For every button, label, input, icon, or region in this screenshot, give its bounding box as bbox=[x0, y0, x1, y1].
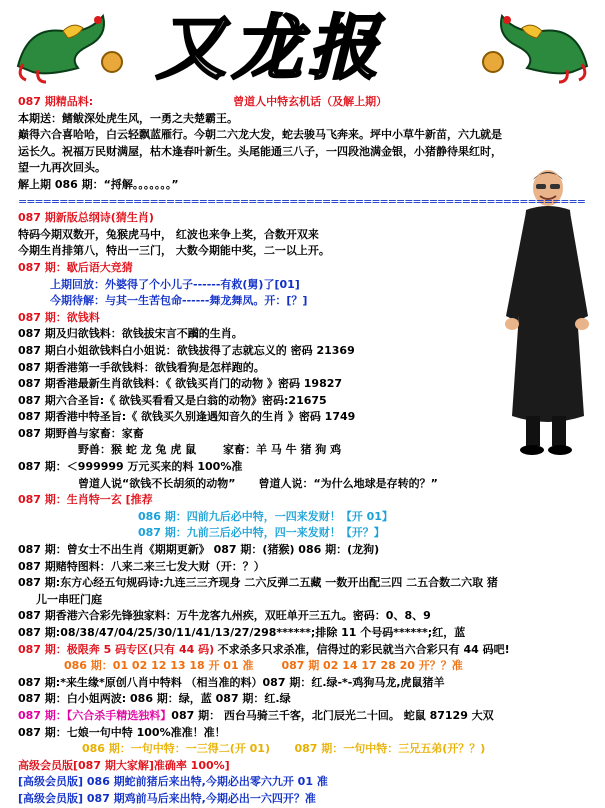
text-segment: 086 期：一句中特：一三得二(开 01) bbox=[82, 742, 270, 756]
text-line: 儿一串旺门庭 bbox=[36, 592, 102, 606]
text-line: 087 期:东方心经五句规码诗:九连三三齐现身 二六反弹二五藏 一数开出配三四 二五合数二六取 猪 bbox=[18, 576, 498, 590]
text-segment: 087 期：极限奔 5 码专区(只有 44 码) bbox=[18, 642, 215, 656]
text-line: 087 期白小姐欲钱料白小姐说：欲钱拔得了志就忘义的 密码 21369 bbox=[18, 343, 355, 357]
text-segment: 087 期 02 14 17 28 20 开？？准 bbox=[281, 659, 463, 673]
text-line: 087 期：九前三后必中特，四一来发财！【开？】 bbox=[138, 526, 385, 540]
text-segment: 家畜：羊 马 牛 猪 狗 鸡 bbox=[222, 443, 342, 457]
text-line: 087 期香港最新生肖欲钱料：《 欲钱买肖门的动物 》密码 19827 bbox=[18, 377, 343, 391]
text-line: 087 期:08/38/47/04/25/30/11/41/13/27/298******;排除 11 个号码******;红，蓝 bbox=[18, 626, 466, 639]
text-segment: 曾道人说：“为什么地球是存转的？” bbox=[258, 476, 438, 490]
text-line: 087 期：七娘一句中特 100%准准！准！ bbox=[18, 725, 226, 739]
section-subheading: 曾道人中特玄机话（及解上期） bbox=[233, 95, 388, 108]
text-line: 087 期香港六合彩先锋独家料：万牛龙客九州疾，双旺单开三五九。密码：0、8、9 bbox=[18, 609, 431, 623]
text-line: 今期生肖排第八，特出一三门， 大数今期能中奖，二一以上开。 bbox=[18, 244, 330, 258]
section-heading: 087 期精品料: bbox=[18, 95, 94, 108]
divider: ===================================================================== bbox=[18, 194, 585, 208]
dragon-icon bbox=[8, 6, 128, 86]
text-line: 本期送：鳍鲅深处虎生风，一勇之夫楚霸王。 bbox=[18, 111, 238, 125]
text-line: 运长久。祝福万民财满屋，枯木逢春叶新生。头尾能通三八子，一四段池满金银，小猪静待果红时， bbox=[18, 144, 502, 158]
section-heading: 087 期：生肖特一玄 [推荐 bbox=[18, 493, 153, 507]
text-line: 087 期香港中特圣旨:《 欲钱买久别逢遇知音久的生肖 》密码 1749 bbox=[18, 410, 356, 424]
text-line: [高级会员版] 087 期鸡前马后来出特,今期必出一六四开？准 bbox=[18, 791, 316, 805]
text-line: 087 期:*来生缘*原创八肖中特料 （相当准的料）087 期：红.绿-*-鸡狗马龙,虎鼠猪羊 bbox=[18, 675, 445, 689]
text-line: 087 期香港第一手欲钱料：欲钱看狗是怎样跑的。 bbox=[18, 360, 265, 374]
section-heading: 087 期：欲钱料 bbox=[18, 310, 100, 324]
text-segment: 087 期：【六合杀手精选独料】 bbox=[18, 708, 172, 722]
text-line: 087 期：＜999999 万元买来的料 100%准 bbox=[18, 460, 243, 474]
text-line: 特码今期双数开，兔猴虎马中， 红波也来争上奖，合数开双来 bbox=[18, 227, 319, 241]
text-line: 今期待解：与其一生苦包命------舞龙舞凤。开：[？] bbox=[50, 294, 308, 308]
text-line: 望一九再次回头。 bbox=[18, 161, 106, 175]
text-line: 086 期：四前九后必中特，一四来发财！【开 01】 bbox=[138, 509, 393, 523]
section-heading: 087 期：歇后语大竞猜 bbox=[18, 260, 133, 274]
text-line: 高级会员版[087 期大家解]准确率 100%] bbox=[18, 758, 230, 772]
section-heading: 087 期新版总纲诗(猜生肖) bbox=[18, 211, 154, 225]
text-line: 解上期 086 期：“捋解。。。。。。。” bbox=[18, 177, 179, 191]
text-segment: 曾道人说“欲钱不长胡须的动物” bbox=[78, 476, 236, 490]
article-body bbox=[18, 94, 598, 808]
dragon-icon bbox=[477, 6, 597, 86]
header-banner bbox=[0, 0, 605, 92]
text-line: 087 期六合圣旨:《 欲钱买看看又是白翁的动物》密码:21675 bbox=[18, 393, 327, 407]
text-line: 上期回放：外婆得了个小儿子------有救(舅)了[01] bbox=[50, 277, 300, 291]
text-line: [高级会员版] 086 期蛇前猪后来出特,今期必出零六九开 01 准 bbox=[18, 775, 328, 789]
text-line: 087 期：曾女士不出生肖《期期更新》 087 期：(猪猴) 086 期：(龙狗) bbox=[18, 543, 380, 557]
text-line: 087 期野兽与家畜：家畜 bbox=[18, 426, 144, 440]
text-segment: 087 期：一句中特：三兄五弟(开？？) bbox=[294, 742, 486, 756]
text-segment: 不求杀多只求杀准，信得过的彩民就当六合彩只有 44 码吧! bbox=[217, 642, 510, 656]
text-line: 087 期赌特图料：八来二来三七发大财（开：？） bbox=[18, 559, 265, 573]
text-line: 087 期：白小姐两波: 086 期：绿，蓝 087 期：红.绿 bbox=[18, 692, 291, 706]
page-title: 又龙报 bbox=[156, 6, 384, 89]
text-segment: 087 期： 西台马骑三千客，北门辰光二十回。 蛇鼠 87129 大双 bbox=[171, 708, 494, 722]
text-line: 087 期及归欲钱料：欲钱拔宋言不躏的生肖。 bbox=[18, 327, 243, 341]
text-line: 巅得六合喜哈哈，白云轻飘蓝雁行。今朝二六龙大发，蛇去骏马飞奔来。坪中小草牛新苗，六九就是 bbox=[18, 128, 502, 142]
text-segment: 野兽：猴 蛇 龙 兔 虎 鼠 bbox=[78, 443, 197, 457]
text-segment: 086 期：01 02 12 13 18 开 01 准 bbox=[64, 659, 254, 673]
